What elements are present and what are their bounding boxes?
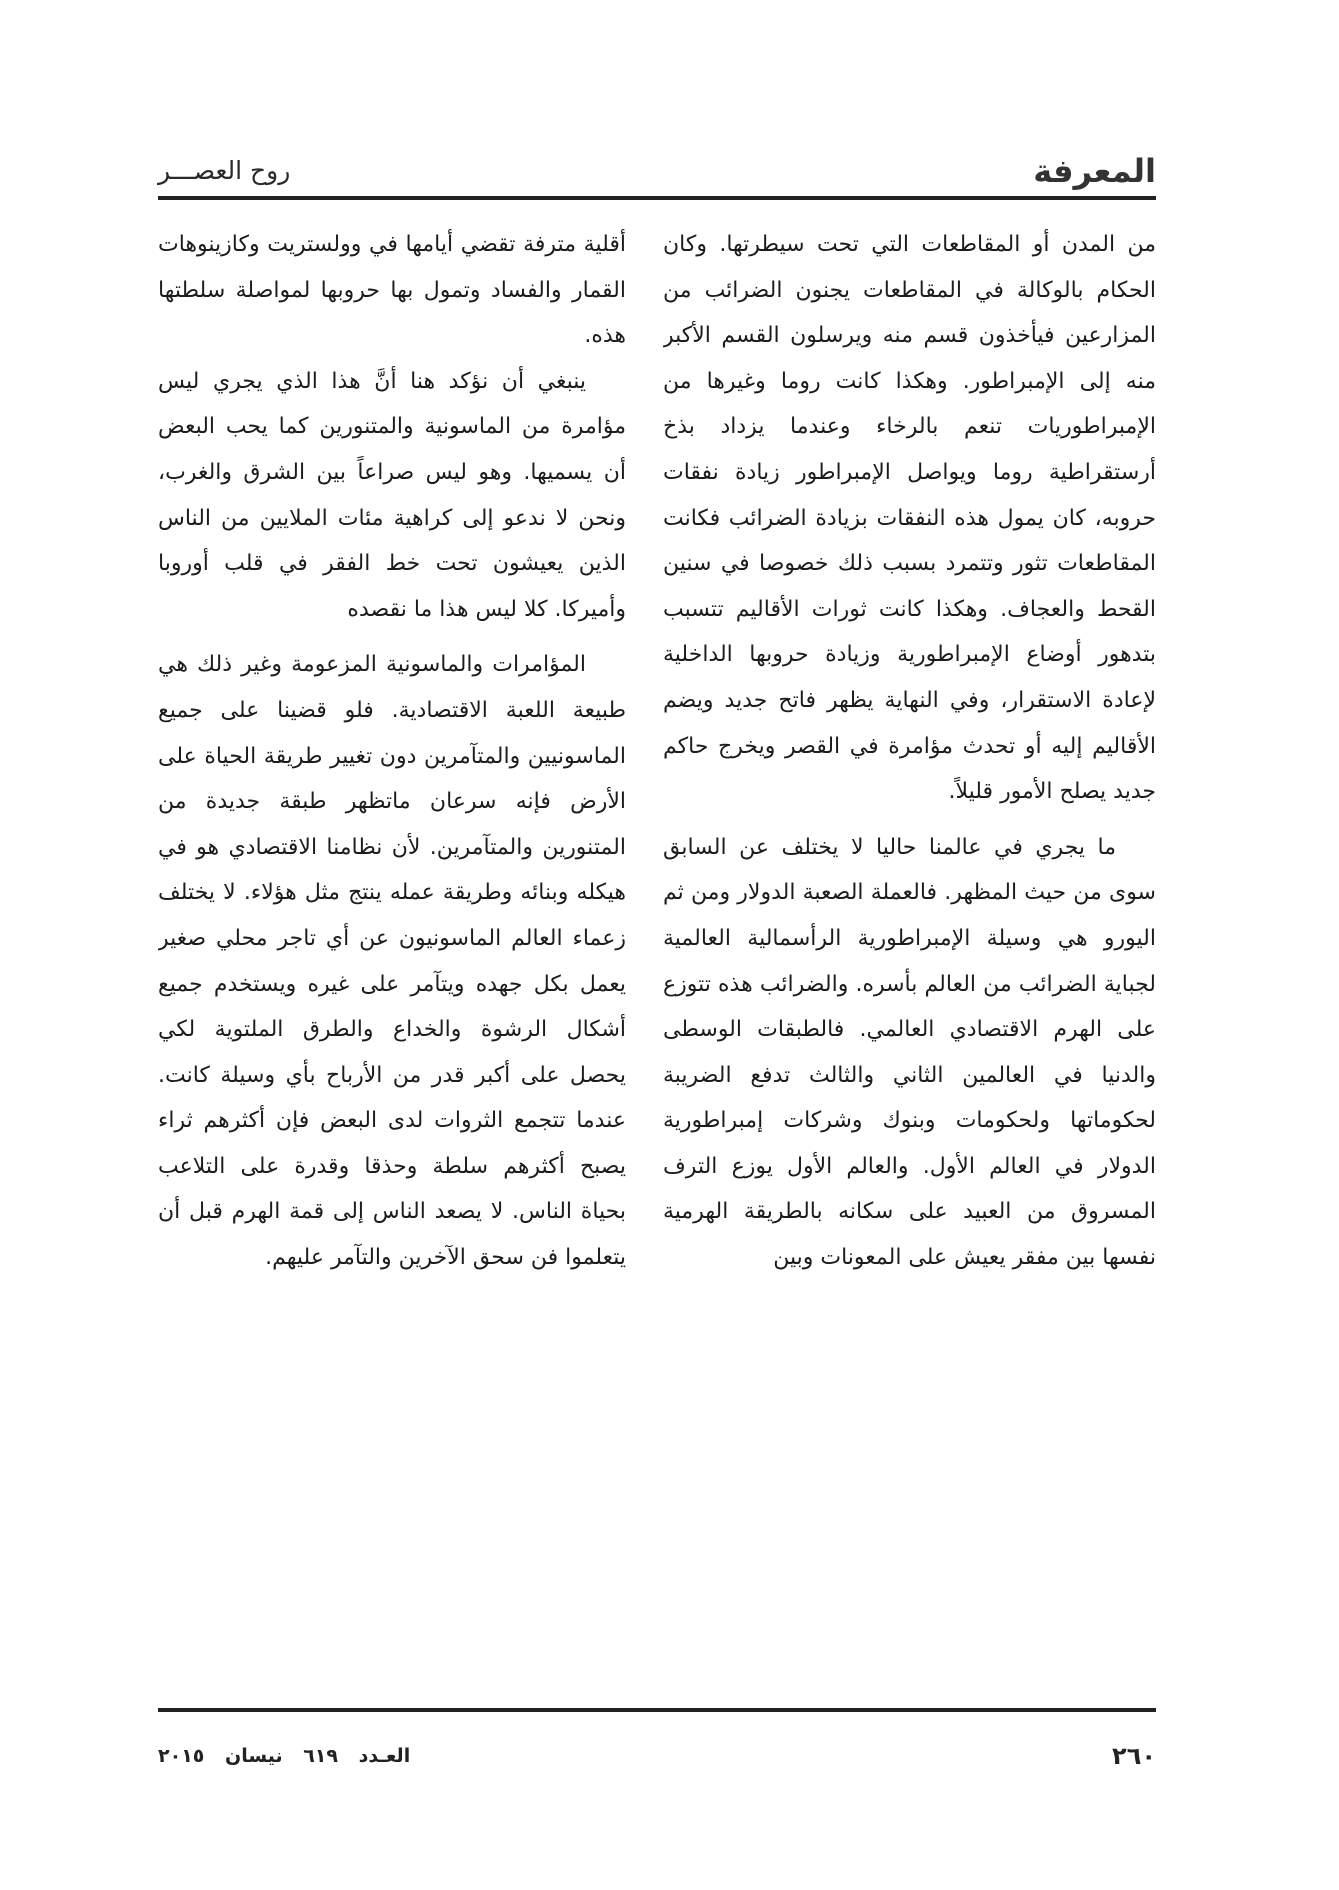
paragraph: المؤامرات والماسونية المزعومة وغير ذلك هي طبيعة اللعبة الاقتصادية. فلو قضينا على جميع الماسونيين والمتآمرين دون تغيير طريقة الحياة على الأرض فإنه سرعان ماتظهر طبقة جديدة من المتنورين والمتآمرين. لأن نظامنا الاقتصادي هو في هيكله وبنائه وطريقة عمله ينتج مثل هؤلاء. لا يختلف زعماء العالم الماسونيون عن أي تاجر محلي صغير يعمل بكل جهده ويتآمر على غيره ويستخدم جميع أشكال الرشوة والخداع والطرق الملتوية لكي يحصل على أكبر قدر من الأرباح بأي وسيلة كانت. عندما تتجمع الثروات لدى البعض فإن أكثرهم ثراء يصبح أكثرهم سلطة وحذقا وقدرة على التلاعب بحياة الناس. لا يصعد الناس إلى قمة الهرم قبل أن يتعلموا فن سحق الآخرين والتآمر عليهم. bbox=[158, 652, 626, 1271]
footer-divider bbox=[158, 1708, 1156, 1712]
text-column-left bbox=[158, 222, 626, 1692]
paragraph: أقلية مترفة تقضي أيامها في وولستريت وكازينوهات القمار والفساد وتمول بها حروبها لمواصلة سلطتها هذه. bbox=[158, 232, 626, 349]
issue-info: العـدد ٦١٩ نيسان ٢٠١٥ bbox=[158, 1745, 411, 1767]
text-column-right bbox=[663, 222, 1156, 1692]
magazine-logo: المعرفة bbox=[1033, 152, 1156, 190]
page-footer bbox=[158, 1742, 1156, 1782]
page-header bbox=[158, 150, 1156, 192]
paragraph: ما يجري في عالمنا حاليا لا يختلف عن السابق سوى من حيث المظهر. فالعملة الصعبة الدولار ومن ثم اليورو هي وسيلة الإمبراطورية الرأسمالية العالمية لجباية الضرائب من العالم بأسره. والضرائب هذه تتوزع على الهرم الاقتصادي العالمي. فالطبقات الوسطى والدنيا في العالمين الثاني والثالث تدفع الضريبة لحكوماتها ولحكومات وبنوك وشركات إمبراطورية الدولار في العالم الأول. والعالم الأول يوزع الترف المسروق من العبيد على سكانه بالطريقة الهرمية نفسها بين مفقر يعيش على المعونات وبين bbox=[663, 834, 1156, 1271]
paragraph: ينبغي أن نؤكد هنا أنَّ هذا الذي يجري ليس مؤامرة من الماسونية والمتنورين كما يحب البعض أن يسميها. وهو ليس صراعاً بين الشرق والغرب، ونحن لا ندعو إلى كراهية مئات الملايين من الناس الذين يعيشون تحت خط الفقر في قلب أوروبا وأميركا. كلا ليس هذا ما نقصده bbox=[158, 368, 626, 622]
section-title: روح العصـــر bbox=[158, 156, 291, 185]
paragraph: من المدن أو المقاطعات التي تحت سيطرتها. وكان الحكام بالوكالة في المقاطعات يجنون الضرائب من المزارعين فيأخذون قسم منه ويرسلون القسم الأكبر منه إلى الإمبراطور. وهكذا كانت روما وغيرها من الإمبراطوريات تنعم بالرخاء وعندما يزداد بذخ أرستقراطية روما ويواصل الإمبراطور زيادة نفقات حروبه، كان يمول هذه النفقات بزيادة الضرائب فكانت المقاطعات تثور وتتمرد بسبب ذلك خصوصا في سنين القحط والعجاف. وهكذا كانت ثورات الأقاليم تتسبب بتدهور أوضاع الإمبراطورية وزيادة حروبها الداخلية لإعادة الاستقرار، وفي النهاية يظهر فاتح جديد ويضم الأقاليم إليه أو تحدث مؤامرة في القصر ويخرج حاكم جديد يصلح الأمور قليلاً. bbox=[663, 232, 1156, 805]
page-number: ٢٦٠ bbox=[1112, 1742, 1156, 1770]
header-divider bbox=[158, 196, 1156, 200]
